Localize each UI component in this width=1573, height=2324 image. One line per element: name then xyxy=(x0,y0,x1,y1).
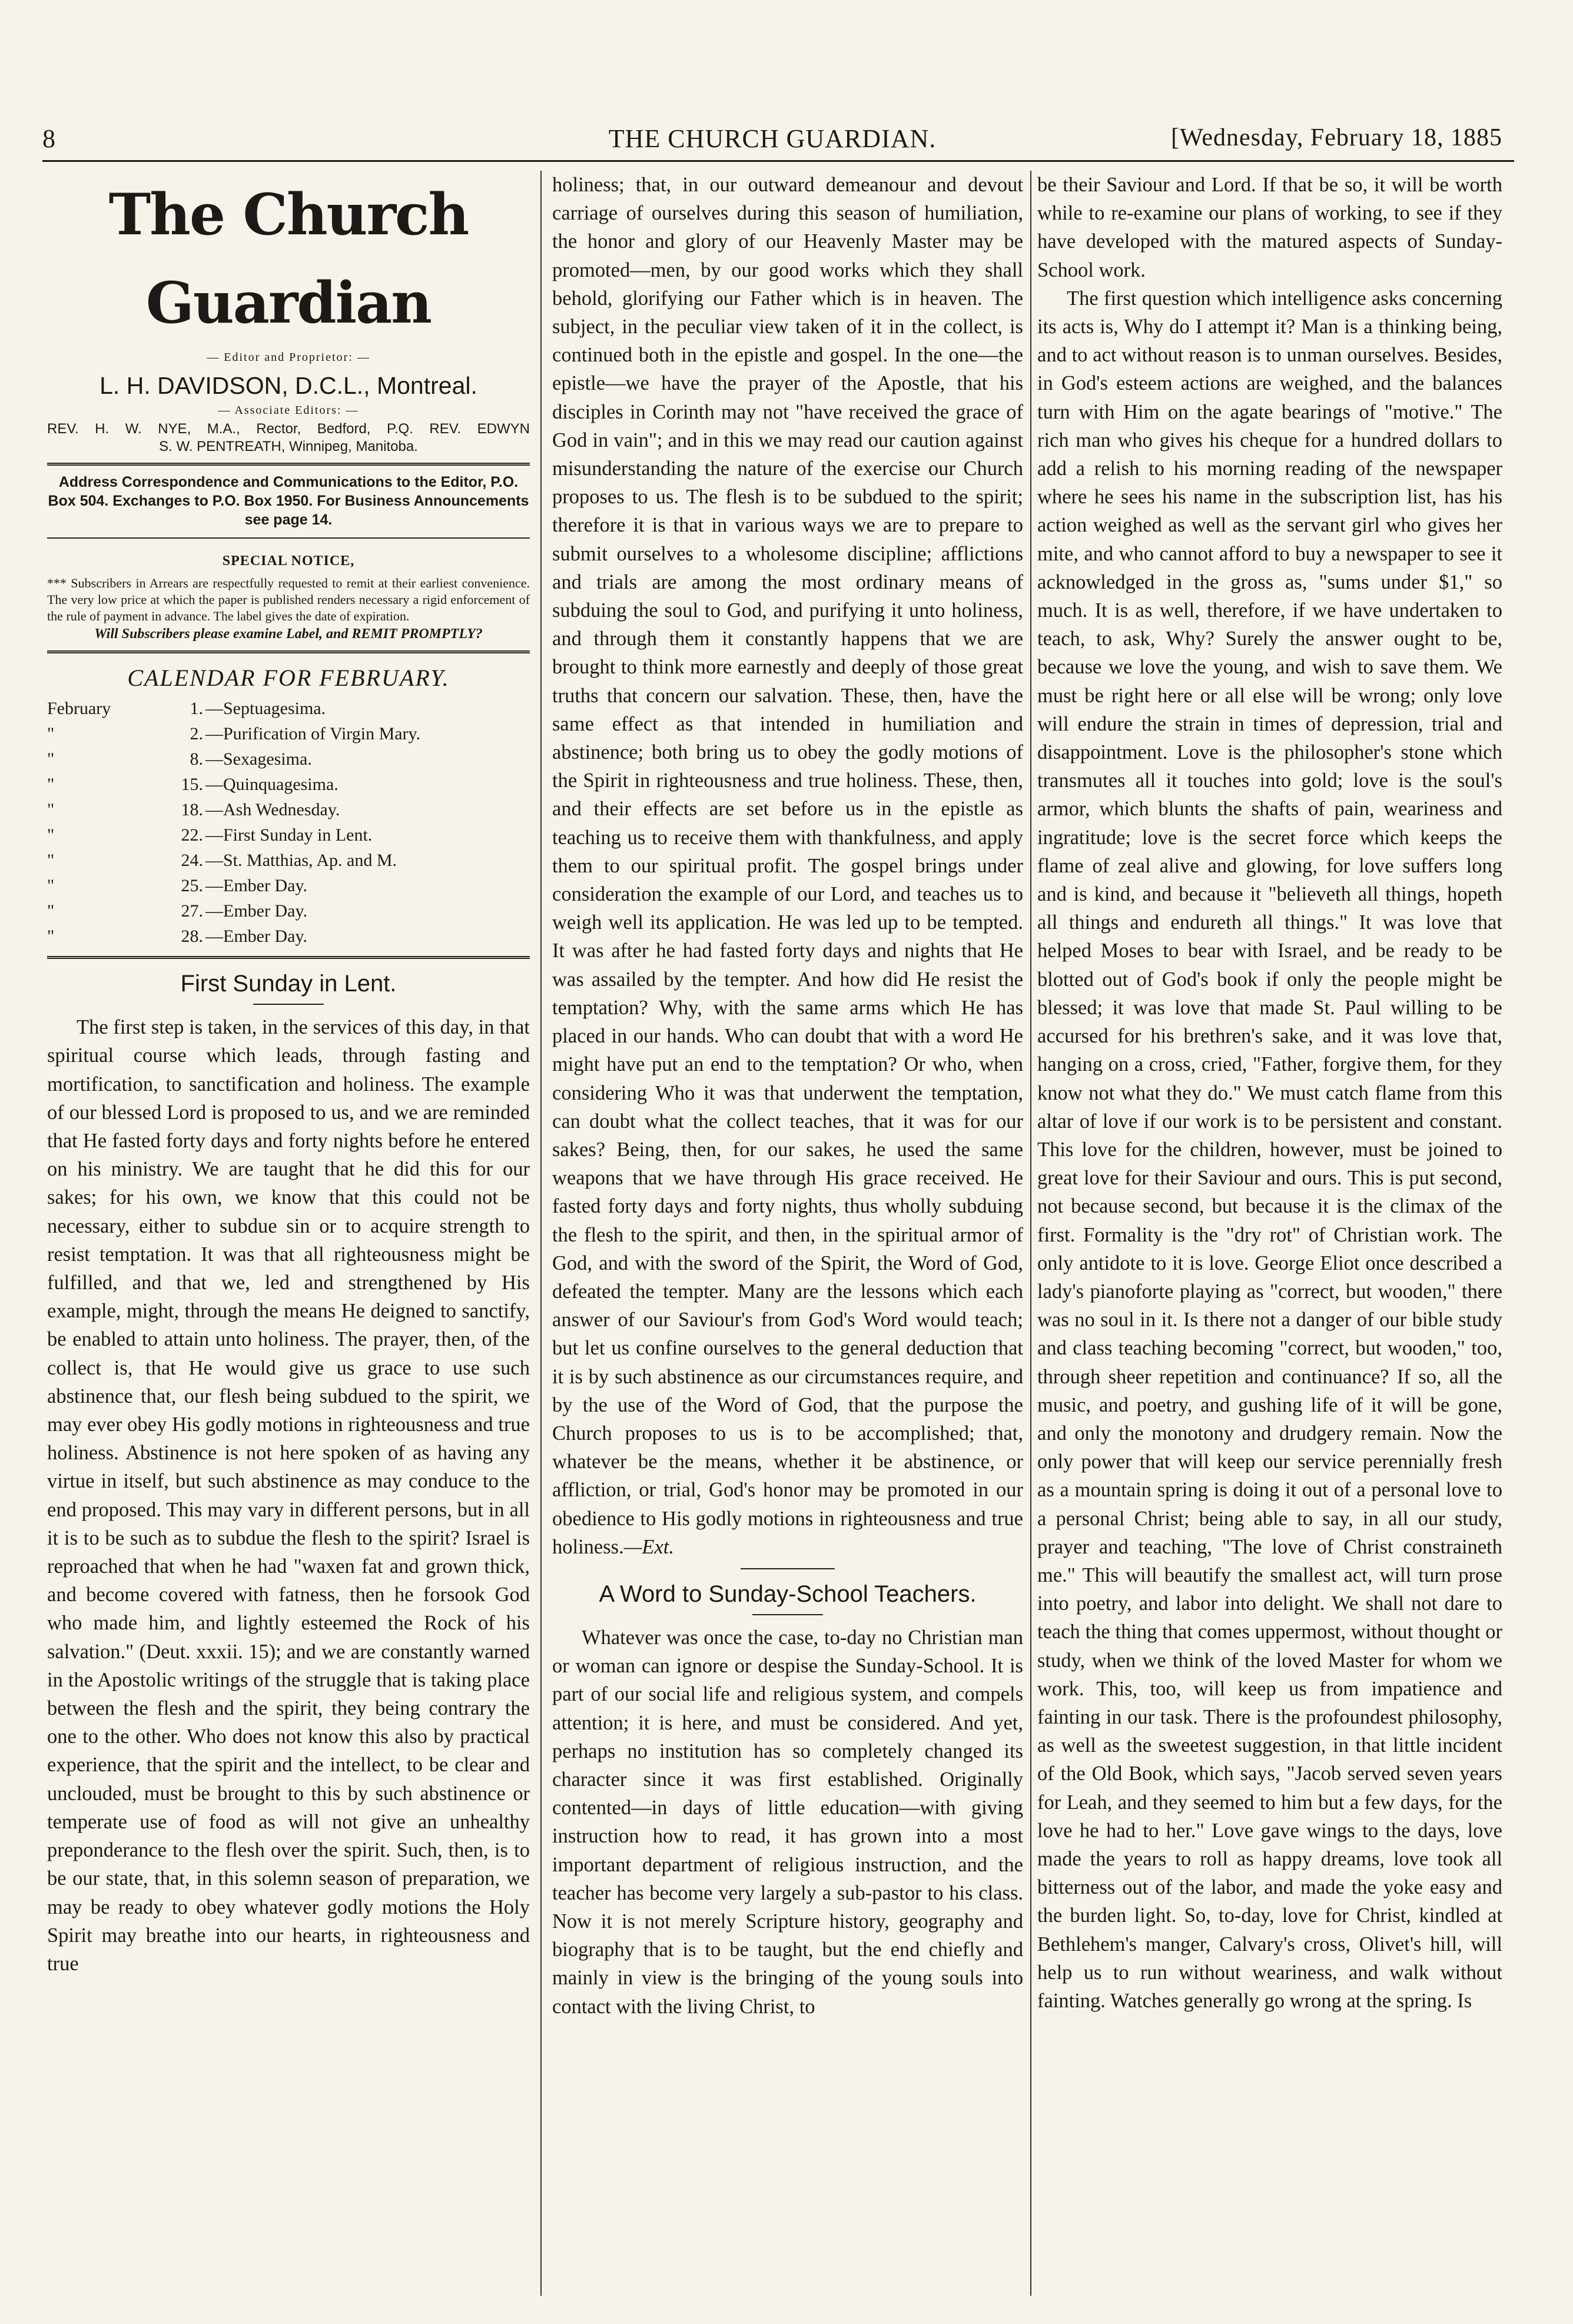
calendar-month: February xyxy=(47,699,111,719)
calendar-entry xyxy=(47,848,530,873)
calendar-day: 2. xyxy=(190,724,203,744)
calendar-entry xyxy=(47,822,530,848)
address-notice: Address Correspondence and Communications to the Editor, P.O. Box 504. Exchanges to P.O. Box 1950. For Business Announcements see page 14. xyxy=(48,474,529,528)
calendar-month: " xyxy=(47,724,55,744)
calendar-day: 22. xyxy=(181,825,203,845)
calendar-month: " xyxy=(47,876,55,896)
issue-date: [Wednesday, February 18, 1885 xyxy=(1171,124,1502,151)
column-divider xyxy=(540,171,542,2296)
calendar-entry xyxy=(47,746,530,772)
calendar-name: —Ash Wednesday. xyxy=(205,800,340,820)
calendar-day: 24. xyxy=(181,851,203,871)
divider xyxy=(741,1568,835,1569)
special-notice-title: SPECIAL NOTICE, xyxy=(222,553,355,569)
divider xyxy=(253,1004,324,1005)
calendar-name: —Purification of Virgin Mary. xyxy=(205,724,421,744)
newspaper-title: THE CHURCH GUARDIAN. xyxy=(608,124,937,153)
calendar-entry xyxy=(47,696,530,721)
column-1 xyxy=(47,171,530,1978)
editor-name: L. H. DAVIDSON, D.C.L., Montreal. xyxy=(99,372,477,399)
calendar-title: CALENDAR FOR FEBRUARY. xyxy=(127,665,450,692)
associate-caption: — Associate Editors: — xyxy=(218,404,359,417)
calendar-name: —St. Matthias, Ap. and M. xyxy=(205,851,397,871)
calendar-name: —Ember Day. xyxy=(205,901,307,921)
calendar-entry xyxy=(47,924,530,949)
calendar-name: —Quinquagesima. xyxy=(205,775,339,795)
article-title: First Sunday in Lent. xyxy=(180,971,397,997)
calendar-entry xyxy=(47,772,530,797)
calendar-name: —Ember Day. xyxy=(205,876,307,896)
divider xyxy=(47,956,530,959)
calendar-month: " xyxy=(47,927,55,947)
article-text: holiness; that, in our outward demeanour and devout carriage of ourselves during this season of humiliation, the honor and glory of our Heavenly Master may be promoted—men, by our good works which they shall behold, glorifying our Father which is in heaven. The subject, in the peculiar view taken of it in the collect, is continued both in the epistle and gospel. In the one—the epistle—we have the prayer of the Apostle, that his disciples in Corinth may not "have received the grace of God in vain"; and in this we may read our caution against misunderstanding the nature of the exercise our Church proposes to us. The flesh is to be subdued to the spirit; therefore it is that in various ways we are to prepare to submit ourselves to a wholesome discipline; afflictions and trials are among the most ordinary means of subduing the soul to God, and purifying it unto holiness, and through them it constantly happens that we are brought to think more earnestly and deeply of those great truths that concern our salvation. These, then, have the same effect as that intended in humiliation and abstinence; both bring us to obey the godly motions of the Spirit in righteousness and true holiness. These, then, and their effects are set before us in the epistle as teaching us to receive them with thankfulness, and apply them to our spiritual profit. The gospel brings under consideration the example of our Lord, and teaches us to weigh well its application. He was led up to be tempted. It was after he had fasted forty days and nights that He was assailed by the tempter. And how did He resist the temptation? Why, with the same arms which He has placed in our hands. Who can doubt that with a word He might have put an end to the temptation? Or who, when considering Who it was that underwent the temptation, can doubt what the collect teaches, that it was for our sakes? Being, then, for our sakes, he used the same weapons that we have through His grace received. He fasted forty days and forty nights, thus wholly subduing the flesh to the spirit, and then, in the spiritual armor of God, and with the sword of the Spirit, the Word of God, defeated the tempter. Many are the lessons which each answer of our Saviour's from God's Word would teach; but let us confine ourselves to the general deduction that it is by such abstinence as our circumstances require, and by the use of the Word of God, that the purpose the Church proposes to us is to be accomplished; that, whatever be the means, whether it be abstinence, or affliction, or trial, God's honor may be promoted in our obedience to His godly motions in righteousness and true holiness. xyxy=(552,174,1023,1558)
special-notice-body: *** Subscribers in Arrears are respectfully requested to remit at their earliest convenience. The very low price at which the paper is published renders necessary a rigid enforcement of the rule of payment in advance. The label gives the date of expiration. xyxy=(47,576,530,624)
article-title: A Word to Sunday-School Teachers. xyxy=(599,1581,977,1607)
associate-editors-line: REV. H. W. NYE, M.A., Rector, Bedford, P.Q. REV. EDWYN xyxy=(47,421,530,437)
calendar-name: —First Sunday in Lent. xyxy=(205,825,373,845)
calendar-month: " xyxy=(47,825,55,845)
column-divider xyxy=(1030,171,1031,2296)
column-3 xyxy=(1037,171,1502,2015)
masthead-title: The Church Guardian xyxy=(108,181,469,336)
article-paragraph xyxy=(552,171,1023,1561)
calendar-month: " xyxy=(47,800,55,820)
article-paragraph: Whatever was once the case, to-day no Christian man or woman can ignore or despise the Sunday-School. It is part of our social life and religious system, and compels attention; it is here, and must be considered. And yet, perhaps no institution has so completely changed its character since it was first established. Originally contented—in days of little education—with giving instruction how to read, it has grown into a most important department of religious instruction, and the teacher has become very largely a sub-pastor to his class. Now it is not merely Scripture history, geography and biography that is to be taught, but the end chiefly and mainly in view is the bringing of the young souls into contact with the living Christ, to xyxy=(552,1626,1023,2018)
special-notice-footer: Will Subscribers please examine Label, and REMIT PROMPTLY? xyxy=(94,626,483,642)
calendar-entry xyxy=(47,797,530,822)
calendar-entry xyxy=(47,898,530,924)
divider xyxy=(47,537,530,539)
editor-caption: — Editor and Proprietor: — xyxy=(207,351,370,364)
calendar-day: 8. xyxy=(190,749,203,769)
article-paragraph: The first step is taken, in the services of this day, in that spiritual course which leads, through fasting and mortification, to sanctification and holiness. The example of our blessed Lord is proposed to us, and we are reminded that He fasted forty days and forty nights before he entered on his ministry. We are taught that he did this for our sakes; for his own, we know that this could not be necessary, either to subdue sin or to acquire strength to resist temptation. It was that all righteousness might be fulfilled, and that we, led and strengthened by His example, might, through the means He deigned to sanctify, be enabled to attain unto holiness. The prayer, then, of the collect is, that He would give us grace to use such abstinence that, our flesh being subdued to the spirit, we may ever obey His godly motions in righteousness and true holiness. Abstinence is not here spoken of as having any virtue in itself, but such abstinence as may conduce to the end proposed. This may vary in different persons, but in all it is to be such as to subdue the flesh to the spirit? Israel is reproached that when he had "waxen fat and grown thick, and become covered with fatness, then he forsook God who made him, and lightly esteemed the Rock of his salvation." (Deut. xxxii. 15); and we are constantly warned in the Apostolic writings of the struggle that is taking place between the flesh and the spirit, they being contrary the one to the other. Who does not know this also by practical experience, that the spirit and the intellect, to be clear and unclouded, must be brought to this by such abstinence or temperate use of food as will not give an unhealthy preponderance to the flesh over the spirit. Such, then, is to be our state, that, in this solemn season of preparation, we may be ready to obey whatever godly motions the Holy Spirit may breathe into our hearts, in righteousness and true xyxy=(47,1016,530,1975)
column-2 xyxy=(552,171,1023,2021)
calendar-day: 28. xyxy=(181,927,203,947)
article-signature: —Ext. xyxy=(623,1535,674,1558)
article-paragraph: be their Saviour and Lord. If that be so, it will be worth while to re-examine our plans of working, to see if they have developed with the matured aspects of Sunday-School work. xyxy=(1037,174,1502,281)
associate-editors-line: S. W. PENTREATH, Winnipeg, Manitoba. xyxy=(159,439,418,454)
calendar-day: 18. xyxy=(181,800,203,820)
calendar-month: " xyxy=(47,901,55,921)
divider xyxy=(47,463,530,466)
calendar-day: 15. xyxy=(181,775,203,795)
calendar-day: 25. xyxy=(181,876,203,896)
divider xyxy=(47,650,530,653)
calendar-day: 27. xyxy=(181,901,203,921)
calendar-list xyxy=(47,696,530,949)
divider xyxy=(752,1614,823,1615)
calendar-entry xyxy=(47,873,530,898)
calendar-day: 1. xyxy=(190,699,203,719)
calendar-month: " xyxy=(47,749,55,769)
calendar-entry xyxy=(47,721,530,746)
calendar-name: —Ember Day. xyxy=(205,927,307,947)
calendar-name: —Sexagesima. xyxy=(205,749,312,769)
page-header xyxy=(42,124,1502,159)
header-rule xyxy=(42,160,1514,162)
calendar-month: " xyxy=(47,851,55,871)
page-number: 8 xyxy=(42,124,55,153)
calendar-name: —Septuagesima. xyxy=(205,699,326,719)
article-paragraph: The first question which intelligence asks concerning its acts is, Why do I attempt it? Man is a thinking being, and to act without reason is to unman ourselves. Besides, in God's esteem actions are weighed, and the balances turn with Him on the agate bearings of "motive." The rich man who gives his cheque for a hundred dollars to add a relish to his morning reading of the newspaper where he sees his name in the subscription list, has his action weighed as well as the servant girl who gives her mite, and who cannot afford to buy a newspaper to see it acknowledged in the gross as, "sums under $1," so much. It is as well, therefore, if we have undertaken to teach, to ask, Why? Surely the answer ought to be, because we love the young, and wish to save them. We must be right here or all else will be wrong; only love will endure the strain in times of depression, trial and disappointment. Love is the philosopher's stone which transmutes all it touches into gold; love is the soul's armor, which blunts the shafts of pain, weariness and ingratitude; love is the secret force which keeps the flame of zeal alive and glowing, for love suffers long and is kind, and because it "believeth all things, hopeth all things and endureth all things." It was love that helped Moses to bear with Israel, and be ready to be blotted out of God's book if only the people might be blessed; it was love that made St. Paul willing to be accursed for his brethren's sake, and it was love that, hanging on a cross, cried, "Father, forgive them, for they know not what they do." We must catch flame from this altar of love if our work is to be persistent and constant. This love for the children, however, must be joined to great love for their Saviour and ours. This is put second, not because second, but because it is the climax of the first. Formality is the "dry rot" of Christian work. The only antidote to it is love. George Eliot once described a lady's pianoforte playing as "correct, but wooden," there was no soul in it. Is there not a danger of our bible study and class teaching becoming "correct, but wooden," too, through sheer repetition and continuance? If so, all the music, and poetry, and gushing life of it will be gone, and only the monotony and drudgery remain. Now the only power that will keep our service perennially fresh as a mountain spring is doing it out of a personal love to a personal Christ; being able to say, in all our study, prayer and teaching, "The love of Christ constraineth me." This will beautify the smallest act, will turn prose into poetry, and labor into delight. We shall not dare to teach the thing that comes uppermost, without thought or study, when we think of the loved Master for whom we work. This, too, will keep us from impatience and fainting in our task. There is the profoundest philosophy, as well as the sweetest suggestion, in that little incident of the Old Book, which says, "Jacob served seven years for Leah, and they seemed to him but a few days, for the love he had to her." Love gave wings to the days, love made the years to roll as happy dreams, love took all bitterness out of the labor, and made the yoke easy and the burden light. So, to-day, love for Christ, kindled at Bethlehem's manger, Calvary's cross, Olivet's hill, will help us to run without weariness, and walk without fainting. Watches generally go wrong at the spring. Is xyxy=(1037,287,1502,2012)
calendar-month: " xyxy=(47,775,55,795)
